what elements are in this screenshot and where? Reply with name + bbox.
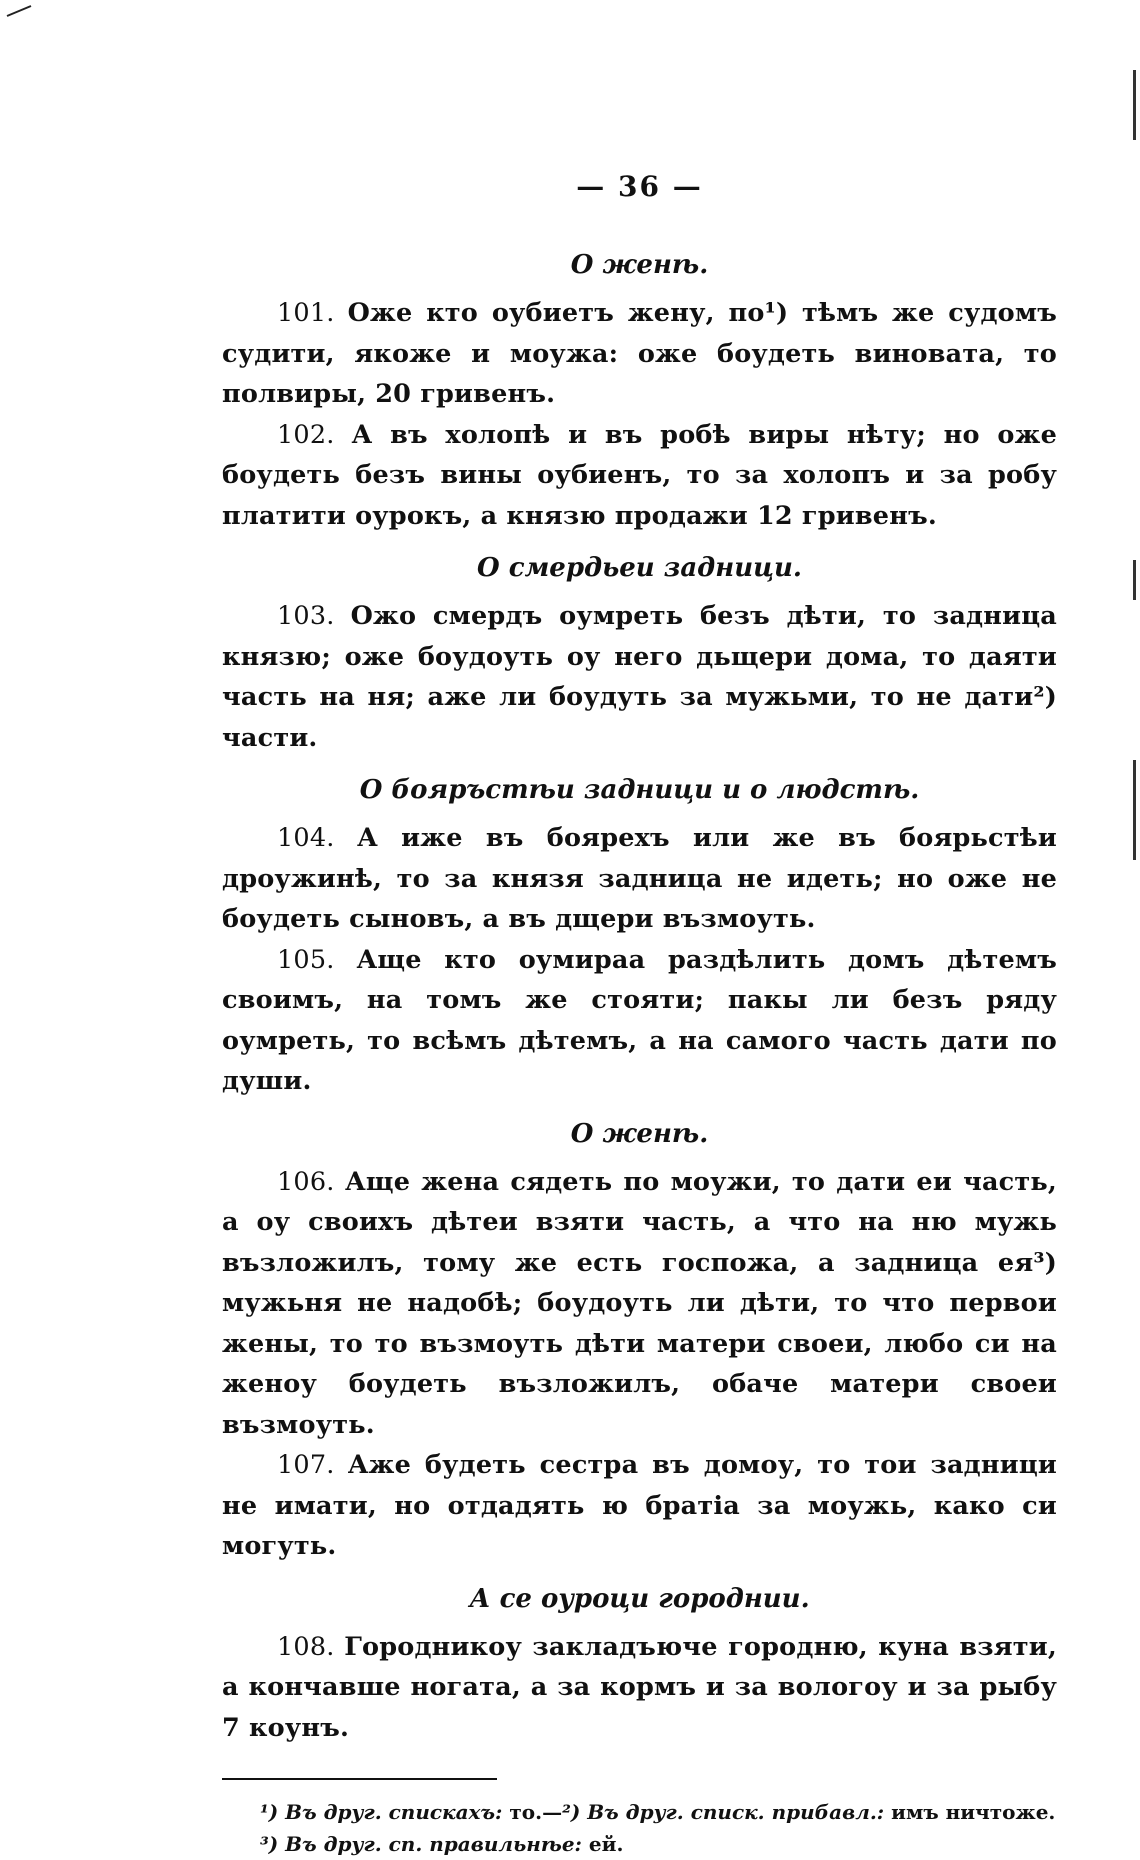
article-text: Ожо смердъ оумреть безъ дѣти, то задница князю; оже боудоуть оу него дьщери дома, то даяти часть на ня; аже ли боудуть за мужьми, то не дати²) части. [222,601,1057,753]
footnote-reading: то.— [502,1800,563,1824]
article-number: 108. [277,1631,345,1662]
article-number: 107. [277,1450,348,1480]
section-heading: О женѣ. [570,1118,709,1149]
article-paragraph [222,415,1057,537]
article-paragraph [222,940,1057,1102]
scan-mark [6,4,32,18]
article-number: 105. [277,944,357,975]
section-gap [222,758,1057,770]
article-paragraph [222,596,1057,758]
section-heading: О женѣ. [570,250,709,280]
section-heading: О бояръстѣи задници и о людстѣ. [359,775,920,805]
article-paragraph [222,1162,1057,1446]
section-gap [222,1102,1057,1114]
section-gap [222,1567,1057,1579]
article-paragraph [222,818,1057,940]
footnote-source: ¹) Въ друг. спискахъ: [260,1800,503,1824]
footnote [260,1828,1057,1860]
article-text: Оже кто оубиетъ жену, по¹) тѣмъ же судомъ судити, якоже и моужа: оже боудеть виновата, то полвиры, 20 гривенъ. [222,298,1057,409]
section-gap [222,1748,1057,1760]
article-paragraph [222,1445,1057,1567]
section-gap [222,536,1057,548]
article-number: 102. [277,419,352,450]
article-text: А въ холопѣ и въ робѣ виры нѣту; но оже боудеть безъ вины оубиенъ, то за холопъ и за робу платити оурокъ, а князю продажи 12 гривенъ. [222,419,1057,531]
article-number: 103. [277,601,351,631]
page-edge-line [1133,560,1136,600]
page-number: — 36 — [576,170,703,203]
page-body [222,170,1057,1860]
article-text: Городникоу закладъюче городню, куна взяти, а кончавше ногата, а за кормъ и за вологоу и за рыбу 7 коунъ. [222,1631,1058,1743]
article-text: Аще кто оумираа раздѣлить домъ дѣтемъ своимъ, на томъ же стояти; пакы ли безъ ряду оумреть, то всѣмъ дѣтемъ, а на самого часть дати по души. [222,944,1057,1096]
page-edge-line [1133,760,1136,860]
article-text: Аще жена сядеть по моужи, то дати еи часть, а оу своихъ дѣтеи взяти часть, а что на ню мужь възложилъ, тому же есть госпожа, а задница ея³) мужьня не надобѣ; боудоуть ли дѣти, то что первои жены, то то възмоуть дѣти матери своеи, любо си на женоу боудеть възложилъ, обаче матери своеи възмоуть. [222,1166,1057,1440]
page-edge-line [1133,70,1136,140]
article-number: 106. [277,1166,345,1197]
footnote-reading: ей. [581,1832,624,1856]
article-number: 104. [277,823,358,853]
article-number: 101. [277,298,348,328]
footnote-source: ³) Въ друг. сп. правильнѣе: [260,1832,582,1856]
footnote-source: ²) Въ друг. списк. прибавл.: [562,1800,885,1824]
article-text: А иже въ боярехъ или же въ боярьстѣи дроужинѣ, то за князя задница не идеть; но оже не боудеть сыновъ, а въ дщери възмоуть. [222,823,1058,934]
footnote-rule [222,1778,497,1780]
article-paragraph [222,1627,1057,1749]
article-paragraph [222,293,1057,415]
footnote [260,1796,1057,1828]
footnotes [222,1796,1057,1860]
sections-container [222,245,1057,1760]
section-heading: О смердьеи задници. [477,553,802,583]
footnote-reading: имъ ничтоже. [884,1800,1056,1824]
article-text: Аже будеть сестра въ домоу, то тои задници не имати, но отдадять ю братiа за моужь, како си могуть. [222,1450,1058,1561]
section-heading: А се оуроци городнии. [469,1583,810,1614]
